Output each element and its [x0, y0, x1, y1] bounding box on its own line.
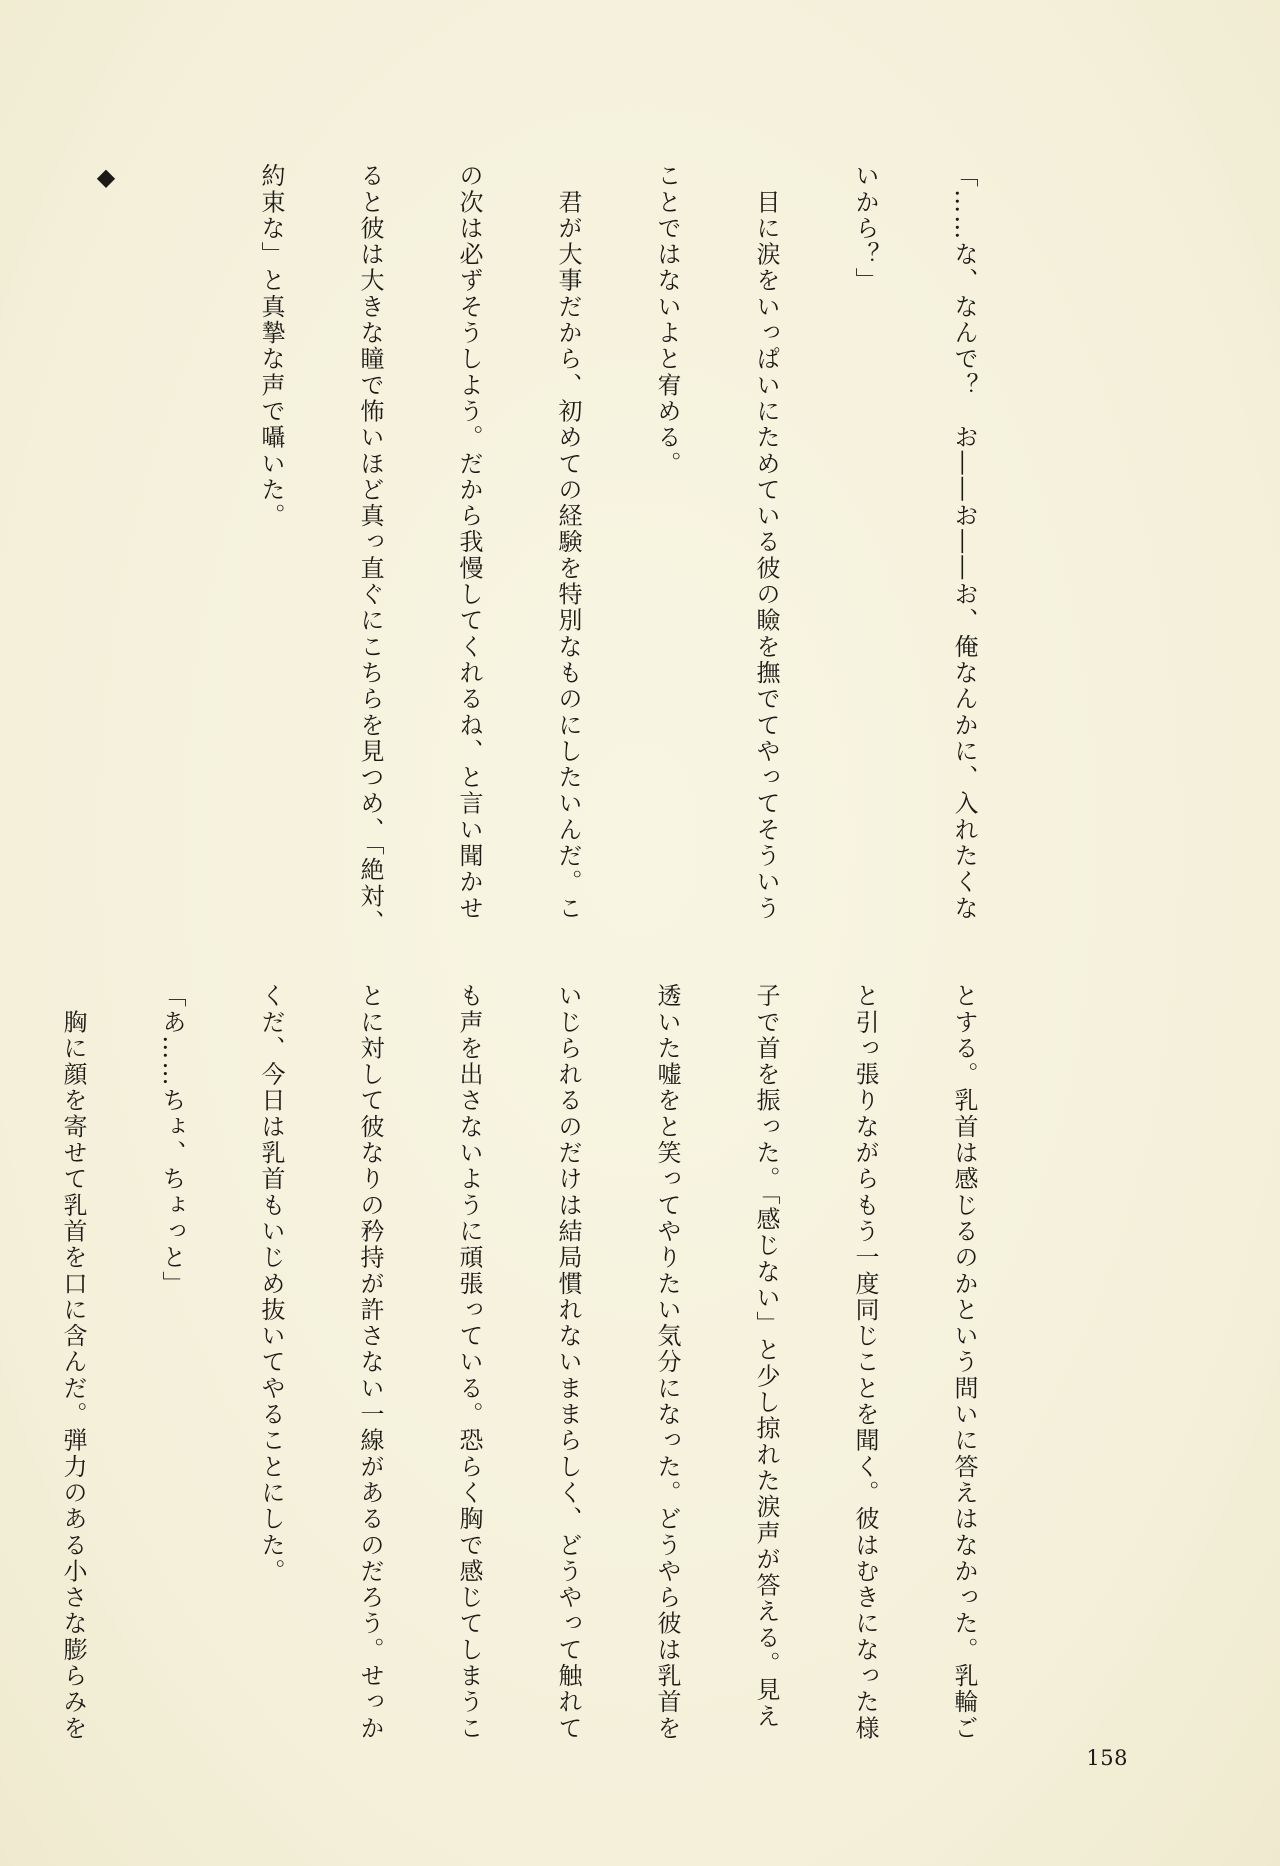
text-line: ると彼は大きな瞳で怖いほど真っ直ぐにこちらを見つめ、「絶対、: [356, 163, 384, 936]
text-line: 君が大事だから、初めての経験を特別なものにしたいんだ。こ: [554, 163, 582, 922]
text-line: とする。乳首は感じるのかという問いに答えはなかった。乳輪ご: [950, 983, 978, 1742]
page-number: 158: [1086, 1746, 1128, 1770]
text-line: いじられるのだけは結局慣れないままらしく、どうやって触れて: [554, 983, 582, 1742]
text-line: 目に涙をいっぱいにためている彼の瞼を撫でてやってそういう: [752, 163, 780, 922]
text-line: 「あ……ちょ、ちょっと」: [158, 983, 186, 1297]
text-line: 約束な」と真摯な声で囁いた。: [257, 163, 285, 530]
text-line: 子で首を振った。「感じない」と少し掠れた涙声が答える。見え: [752, 983, 780, 1730]
text-line: も声を出さないように頑張っている。恐らく胸で感じてしまうこ: [455, 983, 483, 1742]
text-line: 透いた嘘をと笑ってやりたい気分になった。どうやら彼は乳首を: [653, 983, 681, 1742]
text-line: と引っ張りながらもう一度同じことを聞く。彼はむきになった様: [851, 983, 879, 1742]
text-line: いから？」: [851, 163, 879, 294]
lower-text-block: [59, 983, 1046, 1742]
text-line: 「……な、なんで？ お――お――お、俺なんかに、入れたくな: [950, 163, 978, 922]
text-line: くだ、今日は乳首もいじめ抜いてやることにした。: [257, 983, 285, 1585]
text-line: とに対して彼なりの矜持が許さない一線があるのだろう。せっか: [356, 983, 384, 1742]
text-line: ことではないよと宥める。: [653, 163, 681, 477]
text-line: の次は必ずそうしよう。だから我慢してくれるね、と言い聞かせ: [455, 163, 483, 922]
upper-text-block: [92, 163, 1046, 936]
section-break-diamond: ◆: [92, 163, 120, 191]
text-line: 胸に顔を寄せて乳首を口に含んだ。弾力のある小さな膨らみを: [59, 983, 87, 1742]
